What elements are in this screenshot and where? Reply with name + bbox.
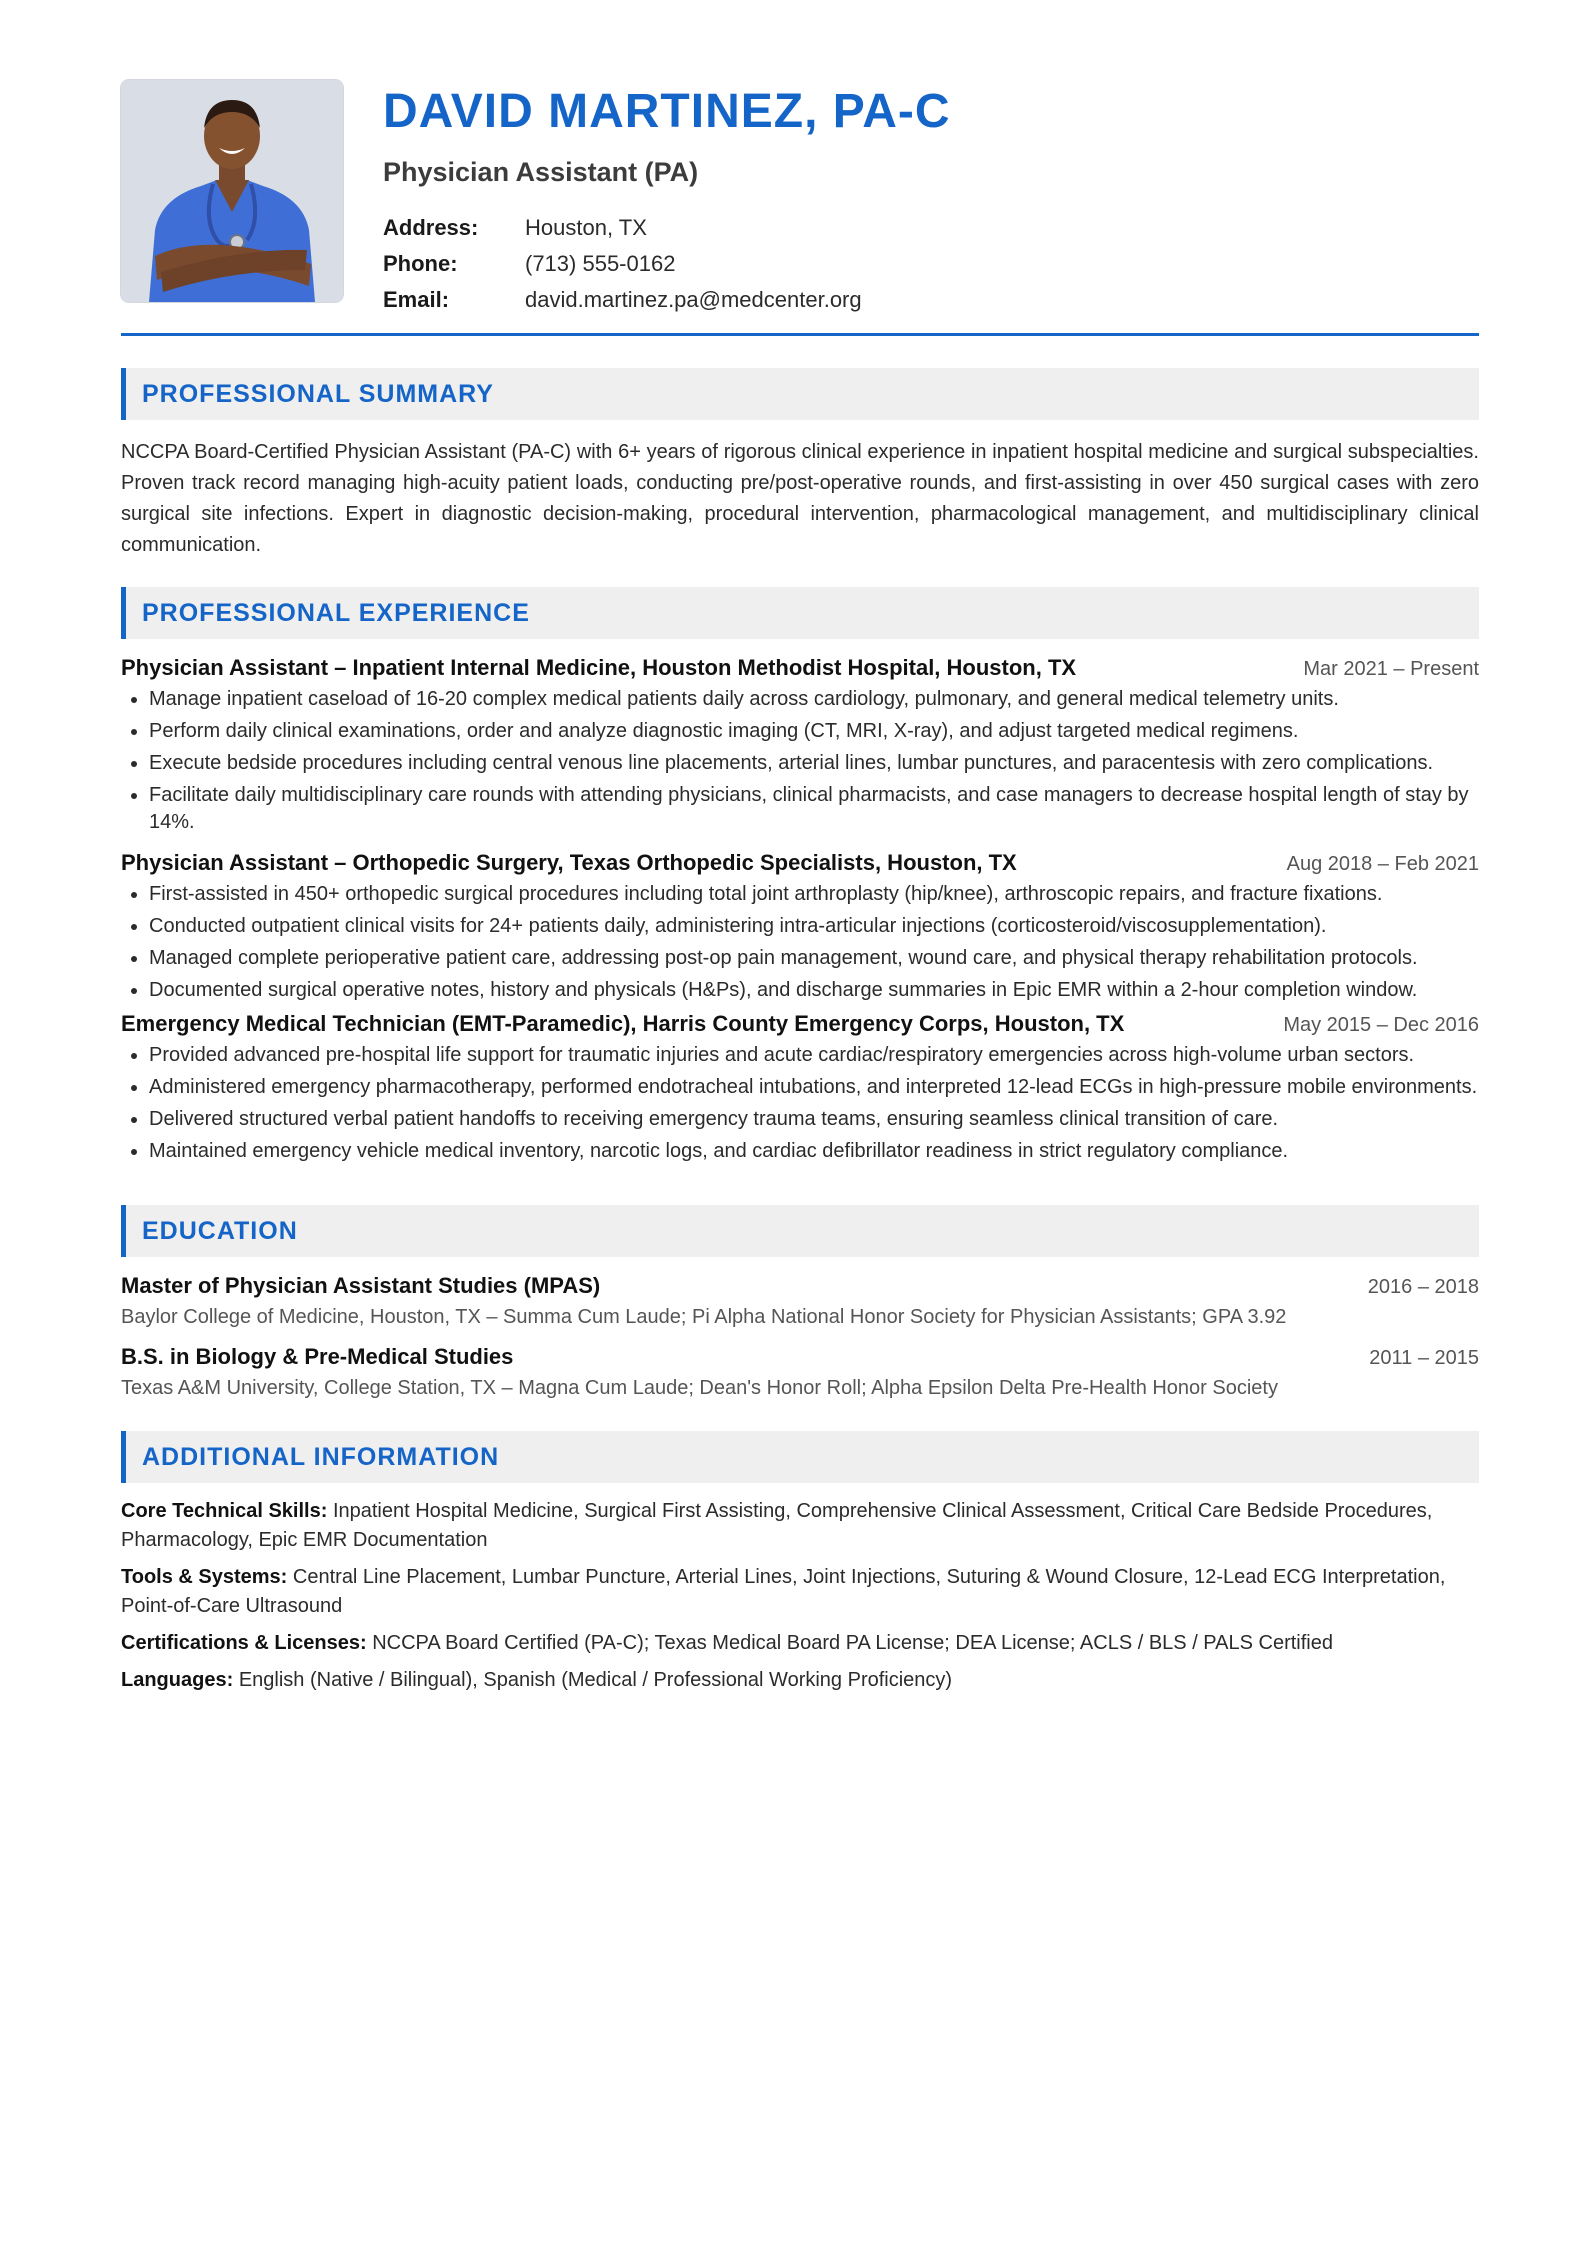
job-header [121, 1009, 1479, 1040]
email-label: Email: [383, 286, 450, 312]
info-text: NCCPA Board Certified (PA-C); Texas Medical Board PA License; DEA License; ACLS / BLS / PALS Certified [372, 1632, 1333, 1654]
info-label: Languages: [121, 1669, 234, 1691]
resume-page [121, 80, 1479, 1695]
education-header [121, 1342, 1479, 1373]
info-label: Tools & Systems: [121, 1566, 288, 1588]
profile-photo [121, 80, 343, 302]
address-label: Address: [383, 214, 479, 240]
education-detail: Baylor College of Medicine, Houston, TX – Summa Cum Laude; Pi Alpha National Honor Society for Physician Assistants; GPA 3.92 [121, 1306, 1287, 1328]
job-entry [121, 653, 1479, 836]
education-header [121, 1271, 1479, 1302]
job-title: Physician Assistant – Orthopedic Surgery, Texas Orthopedic Specialists, Houston, TX [121, 850, 1017, 875]
education-entry [121, 1271, 1479, 1332]
job-dates: May 2015 – Dec 2016 [1283, 1014, 1479, 1036]
degree-title: B.S. in Biology & Pre-Medical Studies [121, 1344, 514, 1369]
section-heading-additional: ADDITIONAL INFORMATION [121, 1431, 1479, 1483]
job-bullet: • Delivered structured verbal patient handoffs to receiving emergency trauma teams, ensuring seamless clinical transition of care. [149, 1106, 1479, 1133]
job-entry [121, 848, 1479, 1004]
job-bullet: • Provided advanced pre-hospital life support for traumatic injuries and acute cardiac/respiratory emergencies across high-volume urban sectors. [149, 1042, 1479, 1069]
job-bullet: • Documented surgical operative notes, history and physicals (H&Ps), and discharge summaries in Epic EMR within a 2-hour completion window. [149, 977, 1479, 1004]
resume-header [121, 80, 1479, 312]
job-title: Emergency Medical Technician (EMT-Paramedic), Harris County Emergency Corps, Houston, TX [121, 1011, 1125, 1036]
job-bullet: • First-assisted in 450+ orthopedic surgical procedures including total joint arthroplasty (hip/knee), arthroscopic repairs, and fracture fixations. [149, 881, 1479, 908]
header-divider [121, 333, 1479, 336]
job-entry [121, 1009, 1479, 1165]
candidate-name: DAVID MARTINEZ, PA-C [383, 85, 951, 138]
job-title: Physician Assistant – Inpatient Internal Medicine, Houston Methodist Hospital, Houston, TX [121, 655, 1077, 680]
info-languages [121, 1666, 1479, 1695]
job-bullets [121, 1042, 1479, 1165]
education-dates: 2011 – 2015 [1369, 1347, 1479, 1369]
job-bullet: • Manage inpatient caseload of 16-20 complex medical patients daily across cardiology, pulmonary, and general medical telemetry units. [149, 686, 1479, 713]
job-header [121, 848, 1479, 879]
phone-value: (713) 555-0162 [525, 250, 676, 276]
summary-text: NCCPA Board-Certified Physician Assistant (PA-C) with 6+ years of rigorous clinical experience in inpatient hospital medicine and surgical subspecialties. Proven track record managing high-acuity patient loads, conducting pre/post-operative rounds, and first-assisting in over 450 surgical cases with zero surgical site infections. Expert in diagnostic decision-making, procedural intervention, pharmacological management, and multidisciplinary clinical communication. [121, 441, 1479, 556]
info-text: Central Line Placement, Lumbar Puncture, Arterial Lines, Joint Injections, Suturing & Wound Closure, 12-Lead ECG Interpretation, Point-of-Care Ultrasound [121, 1566, 1446, 1617]
candidate-role: Physician Assistant (PA) [383, 157, 699, 187]
job-bullet: • Execute bedside procedures including central venous line placements, arterial lines, lumbar punctures, and paracentesis with zero complications. [149, 750, 1479, 777]
education-detail: Texas A&M University, College Station, TX – Magna Cum Laude; Dean's Honor Roll; Alpha Epsilon Delta Pre-Health Honor Society [121, 1377, 1278, 1399]
info-text: Inpatient Hospital Medicine, Surgical First Assisting, Comprehensive Clinical Assessment, Critical Care Bedside Procedures, Pharmacology, Epic EMR Documentation [121, 1500, 1433, 1551]
section-heading-education: EDUCATION [121, 1205, 1479, 1257]
header-info [383, 80, 1479, 318]
contact-phone-row [383, 246, 1479, 282]
job-bullet: • Perform daily clinical examinations, order and analyze diagnostic imaging (CT, MRI, X-ray), and adjust targeted medical regimens. [149, 718, 1479, 745]
phone-label: Phone: [383, 250, 458, 276]
education-entry [121, 1342, 1479, 1403]
contact-email-row [383, 282, 1479, 318]
degree-title: Master of Physician Assistant Studies (MPAS) [121, 1273, 601, 1298]
job-dates: Aug 2018 – Feb 2021 [1286, 853, 1479, 875]
job-bullets [121, 881, 1479, 1004]
job-bullets [121, 686, 1479, 836]
section-heading-summary: PROFESSIONAL SUMMARY [121, 368, 1479, 420]
job-bullet: • Administered emergency pharmacotherapy, performed endotracheal intubations, and interpreted 12-lead ECGs in high-pressure mobile environments. [149, 1074, 1479, 1101]
job-dates: Mar 2021 – Present [1303, 658, 1479, 680]
address-value: Houston, TX [525, 214, 647, 240]
job-header [121, 653, 1479, 684]
info-label: Core Technical Skills: [121, 1500, 328, 1522]
contact-block [383, 210, 1479, 318]
contact-address-row [383, 210, 1479, 246]
info-certifications [121, 1629, 1479, 1658]
info-core-skills [121, 1497, 1479, 1555]
education-dates: 2016 – 2018 [1367, 1276, 1479, 1298]
job-bullet: • Facilitate daily multidisciplinary care rounds with attending physicians, clinical pharmacists, and case managers to decrease hospital length of stay by 14%. [149, 782, 1479, 836]
email-value[interactable]: david.martinez.pa@medcenter.org [525, 286, 862, 312]
job-bullet: • Managed complete perioperative patient care, addressing post-op pain management, wound care, and physical therapy rehabilitation protocols. [149, 945, 1479, 972]
info-label: Certifications & Licenses: [121, 1632, 367, 1654]
job-bullet: • Maintained emergency vehicle medical inventory, narcotic logs, and cardiac defibrillator readiness in strict regulatory compliance. [149, 1138, 1479, 1165]
info-text: English (Native / Bilingual), Spanish (Medical / Professional Working Proficiency) [238, 1669, 953, 1691]
info-tools [121, 1563, 1479, 1621]
section-heading-experience: PROFESSIONAL EXPERIENCE [121, 587, 1479, 639]
job-bullet: • Conducted outpatient clinical visits for 24+ patients daily, administering intra-articular injections (corticosteroid/viscosupplementation). [149, 913, 1479, 940]
